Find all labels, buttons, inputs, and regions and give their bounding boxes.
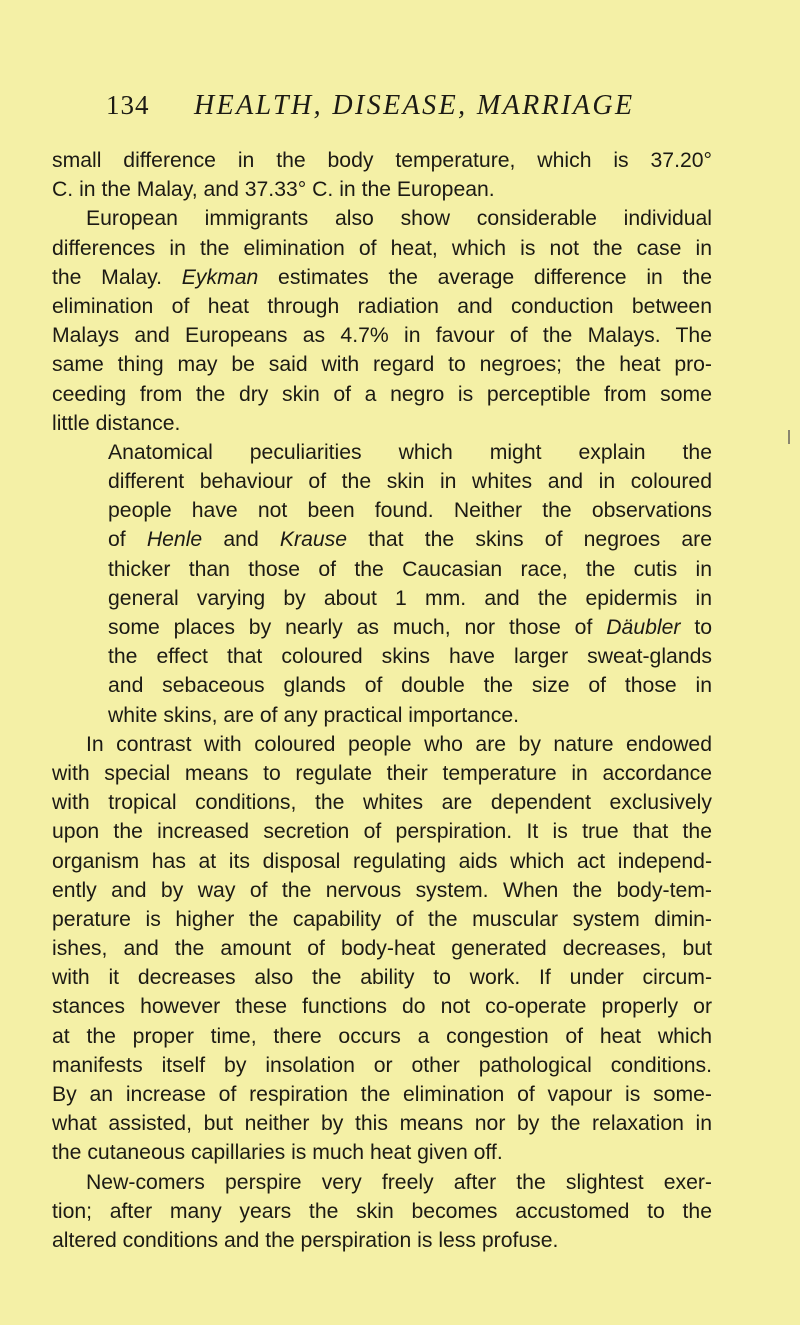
page-header bbox=[106, 90, 635, 130]
page-number: 134 bbox=[106, 90, 150, 120]
text-line: the effect that coloured skins have larger sweat-glands bbox=[108, 645, 712, 669]
text-line: altered conditions and the perspiration is less profuse. bbox=[52, 1228, 559, 1252]
text-line: and sebaceous glands of double the size of those in bbox=[108, 674, 712, 698]
text-line: same thing may be said with regard to negroes; the heat pro- bbox=[52, 353, 712, 377]
text-run: of bbox=[108, 528, 126, 552]
text-run: that the skins of negroes are bbox=[368, 528, 712, 552]
text-run: to bbox=[694, 616, 713, 639]
running-head: HEALTH, DISEASE, MARRIAGE bbox=[194, 90, 635, 121]
text-line: European immigrants also show considerable individual bbox=[86, 207, 712, 231]
text-line: what assisted, but neither by this means nor by the relaxation in bbox=[52, 1112, 712, 1136]
text-line: the cutaneous capillaries is much heat given off. bbox=[52, 1141, 503, 1165]
text-run: some places by nearly as much, nor those of bbox=[108, 616, 593, 639]
text-line: with special means to regulate their temperature in accordance bbox=[52, 761, 712, 785]
text-line: general varying by about 1 mm. and the epidermis in bbox=[108, 586, 712, 610]
author-name-daubler: Däubler bbox=[606, 616, 681, 639]
text-line: different behaviour of the skin in whites and in coloured bbox=[108, 470, 712, 494]
text-line: small difference in the body temperature, which is 37.20° bbox=[52, 149, 712, 172]
text-line: with tropical conditions, the whites are dependent exclusively bbox=[52, 791, 712, 815]
text-line: elimination of heat through radiation and conduction between bbox=[52, 294, 712, 318]
text-line: perature is higher the capability of the muscular system dimin- bbox=[52, 907, 712, 931]
text-line: ceeding from the dry skin of a negro is perceptible from some bbox=[52, 382, 712, 406]
text-line: ently and by way of the nervous system. When the body-tem- bbox=[52, 878, 712, 902]
text-line: thicker than those of the Caucasian race, the cutis in bbox=[108, 557, 712, 581]
text-line: New-comers perspire very freely after the slightest exer- bbox=[86, 1170, 712, 1194]
author-name-eykman: Eykman bbox=[181, 265, 259, 289]
text-line: By an increase of respiration the elimination of vapour is some- bbox=[52, 1083, 712, 1106]
text-line: upon the increased secretion of perspiration. It is true that the bbox=[52, 820, 712, 844]
text-line: organism has at its disposal regulating aids which act independ- bbox=[52, 849, 712, 873]
text-line bbox=[52, 263, 712, 292]
text-run: the Malay. bbox=[52, 265, 163, 289]
text-line: stances however these functions do not co-operate properly or bbox=[52, 995, 712, 1019]
text-line: little distance. bbox=[52, 411, 181, 435]
text-line: tion; after many years the skin becomes accustomed to the bbox=[52, 1199, 712, 1223]
text-run: and bbox=[223, 528, 259, 552]
body-text bbox=[52, 146, 712, 1255]
text-line: ishes, and the amount of body-heat generated decreases, but bbox=[52, 937, 712, 961]
text-line: manifests itself by insolation or other pathological conditions. bbox=[52, 1053, 712, 1077]
text-line: white skins, are of any practical importance. bbox=[108, 703, 519, 727]
text-line: with it decreases also the ability to work. If under circum- bbox=[52, 966, 712, 990]
text-line bbox=[52, 525, 712, 554]
text-line bbox=[52, 613, 712, 642]
text-line: people have not been found. Neither the observations bbox=[108, 499, 712, 523]
text-line: Anatomical peculiarities which might explain the bbox=[108, 440, 712, 464]
text-line: In contrast with coloured people who are by nature endowed bbox=[86, 732, 712, 756]
text-line: differences in the elimination of heat, which is not the case in bbox=[52, 236, 712, 260]
text-run: estimates the average difference in the bbox=[278, 265, 713, 289]
margin-mark bbox=[788, 430, 790, 444]
text-line: Malays and Europeans as 4.7% in favour of the Malays. The bbox=[52, 324, 712, 348]
text-line: at the proper time, there occurs a congestion of heat which bbox=[52, 1024, 712, 1048]
author-name-henle: Henle bbox=[146, 528, 203, 552]
text-line: C. in the Malay, and 37.33° C. in the European. bbox=[52, 178, 495, 202]
author-name-krause: Krause bbox=[279, 528, 348, 552]
